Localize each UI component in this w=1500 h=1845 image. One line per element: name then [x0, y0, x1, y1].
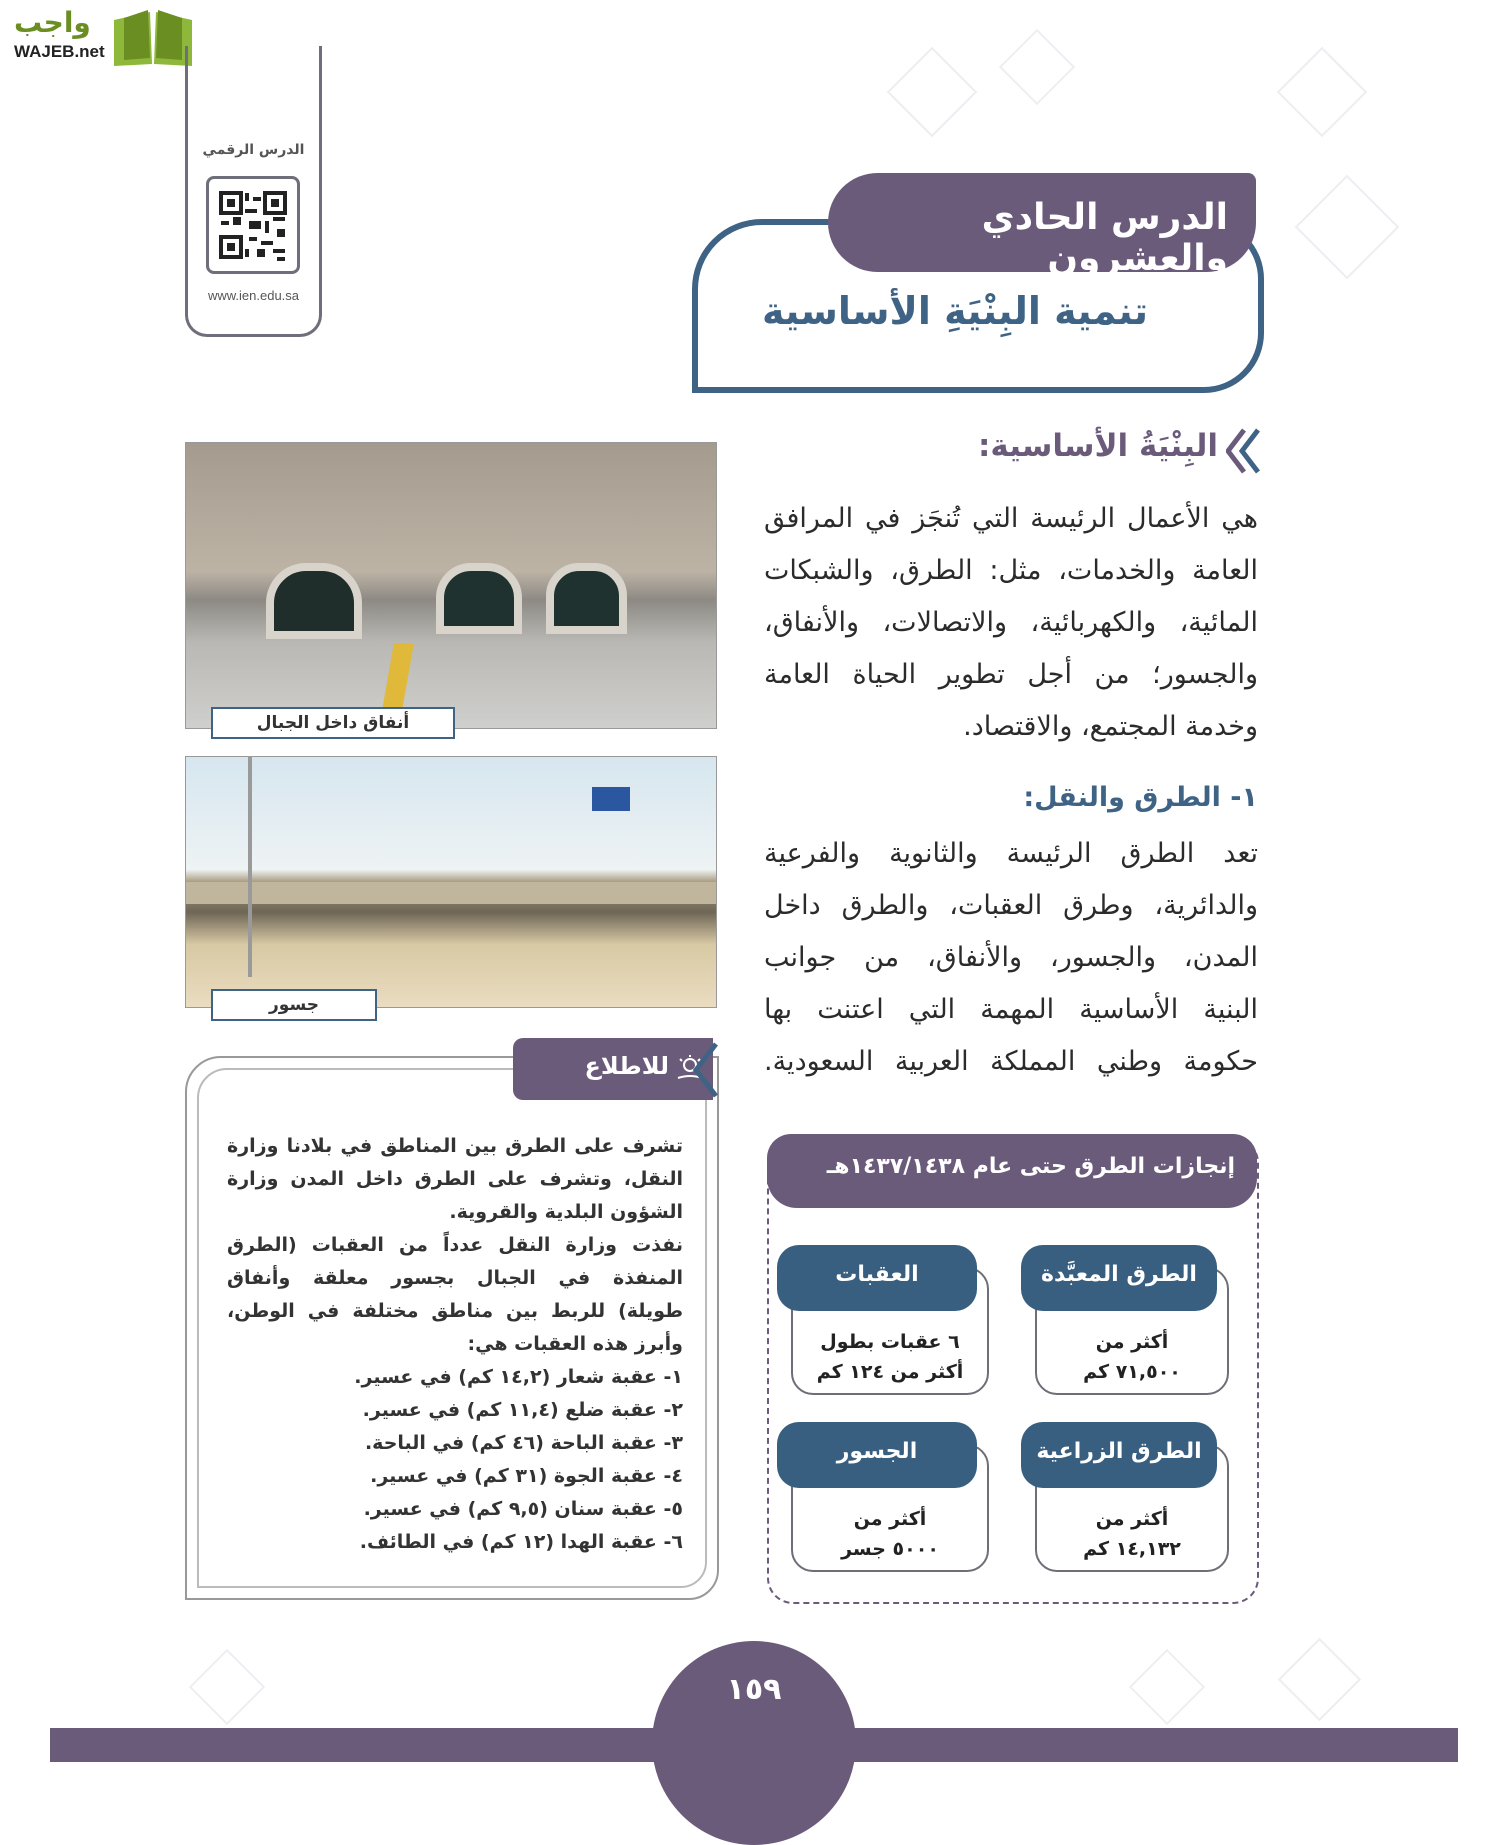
section-heading-roads: ١- الطرق والنقل:: [1023, 782, 1258, 813]
background-pattern: [1295, 175, 1400, 280]
achievement-card-paved-roads: [1021, 1245, 1229, 1395]
text-line: طويلة) للربط بين مناطق مختلفة في الوطن،: [227, 1300, 683, 1322]
book-icon: [110, 8, 196, 66]
card-value-line: ٧١,٥٠٠ كم: [1083, 1361, 1181, 1383]
infrastructure-definition: [764, 493, 1258, 753]
text-line: تشرف على الطرق بين المناطق في بلادنا وزارة: [227, 1135, 683, 1157]
qr-code-icon: [209, 179, 297, 271]
lesson-number-banner: [828, 173, 1256, 279]
text-line: البنية الأساسية المهمة التي اعتنت بها: [764, 994, 1258, 1025]
section-heading-infrastructure: البِنْيَةُ الأساسية:: [978, 428, 1218, 464]
text-line: وخدمة المجتمع، والاقتصاد.: [963, 711, 1258, 742]
text-line: حكومة وطني المملكة العربية السعودية.: [764, 1046, 1258, 1077]
background-pattern: [189, 1649, 265, 1725]
road-achievements-header: [767, 1134, 1257, 1208]
double-chevron-icon: [1226, 428, 1260, 474]
text-line: المائية، والكهربائية، والاتصالات، والأنفاق،: [764, 607, 1258, 638]
footer-bar: [50, 1728, 1458, 1762]
background-pattern: [1129, 1649, 1205, 1725]
pass-list-item: ٥- عقبة سنان (٩,٥ كم) في عسير.: [363, 1498, 683, 1520]
text-line: والجسور؛ من أجل تطوير الحياة العامة: [764, 659, 1258, 690]
logo-latin-text: WAJEB.net: [14, 42, 105, 61]
lesson-title: تنمية البِنْيَةِ الأساسية: [761, 289, 1148, 333]
achievement-card-bridges: [777, 1422, 989, 1572]
card-value-line: أكثر من: [853, 1508, 927, 1530]
pass-list-item: ٣- عقبة الباحة (٤٦ كم) في الباحة.: [364, 1432, 683, 1454]
text-line: المدن، والجسور، والأنفاق، من جوانب: [764, 942, 1258, 973]
background-pattern: [999, 29, 1075, 105]
road-achievements-title: إنجازات الطرق حتى عام ١٤٣٧/١٤٣٨هـ: [826, 1154, 1235, 1179]
card-title: الجسور: [777, 1422, 977, 1488]
photo-bridges: [185, 756, 717, 1008]
for-information-tag: [513, 1038, 713, 1100]
card-title: الطرق المعبَّدة: [1021, 1245, 1217, 1311]
card-value-line: ١٤,١٣٢ كم: [1083, 1538, 1181, 1560]
photo-caption-bridges: جسور: [211, 989, 377, 1021]
text-line: نفذت وزارة النقل عدداً من العقبات (الطرق: [227, 1234, 683, 1256]
pass-list-item: ٢- عقبة ضلع (١١,٤ كم) في عسير.: [362, 1399, 683, 1421]
tag-chevron-icon: [690, 1040, 720, 1100]
pass-list-item: ٤- عقبة الجوة (٣١ كم) في عسير.: [370, 1465, 683, 1487]
pass-list-item: ٦- عقبة الهدا (١٢ كم) في الطائف.: [359, 1531, 683, 1553]
text-line: النقل، وتشرف على الطرق داخل المدن وزارة: [227, 1168, 683, 1190]
page-number: ١٥٩: [726, 1672, 782, 1707]
card-title: العقبات: [777, 1245, 977, 1311]
digital-lesson-url[interactable]: www.ien.edu.sa: [207, 288, 300, 303]
photo-caption-tunnels: أنفاق داخل الجبال: [211, 707, 455, 739]
card-value-line: ٥٠٠٠ جسر: [841, 1538, 939, 1560]
achievement-card-agricultural-roads: [1021, 1422, 1229, 1572]
for-information-label: للاطلاع: [584, 1052, 669, 1080]
achievement-card-passes: [777, 1245, 989, 1395]
card-value-line: ٦ عقبات بطول: [820, 1331, 960, 1353]
wajeb-logo[interactable]: [12, 6, 192, 66]
digital-lesson-label: الدرس الرقمي: [202, 142, 305, 158]
text-line: والدائرية، وطرق العقبات، والطرق داخل: [764, 890, 1258, 921]
text-line: هي الأعمال الرئيسة التي تُنجَز في المرافق: [764, 503, 1258, 534]
text-line: وأبرز هذه العقبات هي:: [467, 1333, 683, 1355]
digital-lesson-panel: [185, 46, 322, 337]
card-value-line: أكثر من: [1095, 1331, 1169, 1353]
pass-list-item: ١- عقبة شعار (١٤,٢ كم) في عسير.: [354, 1366, 683, 1388]
text-line: العامة والخدمات، مثل: الطرق، والشبكات: [764, 555, 1258, 586]
qr-code[interactable]: [206, 176, 300, 274]
background-pattern: [887, 47, 978, 138]
text-line: تعد الطرق الرئيسة والثانوية والفرعية: [764, 838, 1258, 869]
roads-paragraph: [764, 828, 1258, 1088]
card-value-line: أكثر من: [1095, 1508, 1169, 1530]
text-line: الشؤون البلدية والقروية.: [449, 1201, 683, 1223]
lesson-number-title: الدرس الحادي والعشرون: [981, 197, 1228, 279]
card-title: الطرق الزراعية: [1021, 1422, 1217, 1488]
logo-arabic-text: واجب: [14, 6, 91, 39]
background-pattern: [1278, 1638, 1361, 1721]
card-value-line: أكثر من ١٢٤ كم: [816, 1361, 964, 1383]
photo-mountain-tunnels: [185, 442, 717, 729]
info-text: [227, 1130, 683, 1559]
background-pattern: [1277, 47, 1368, 138]
text-line: المنفذة في الجبال بجسور معلقة وأنفاق: [227, 1267, 683, 1289]
